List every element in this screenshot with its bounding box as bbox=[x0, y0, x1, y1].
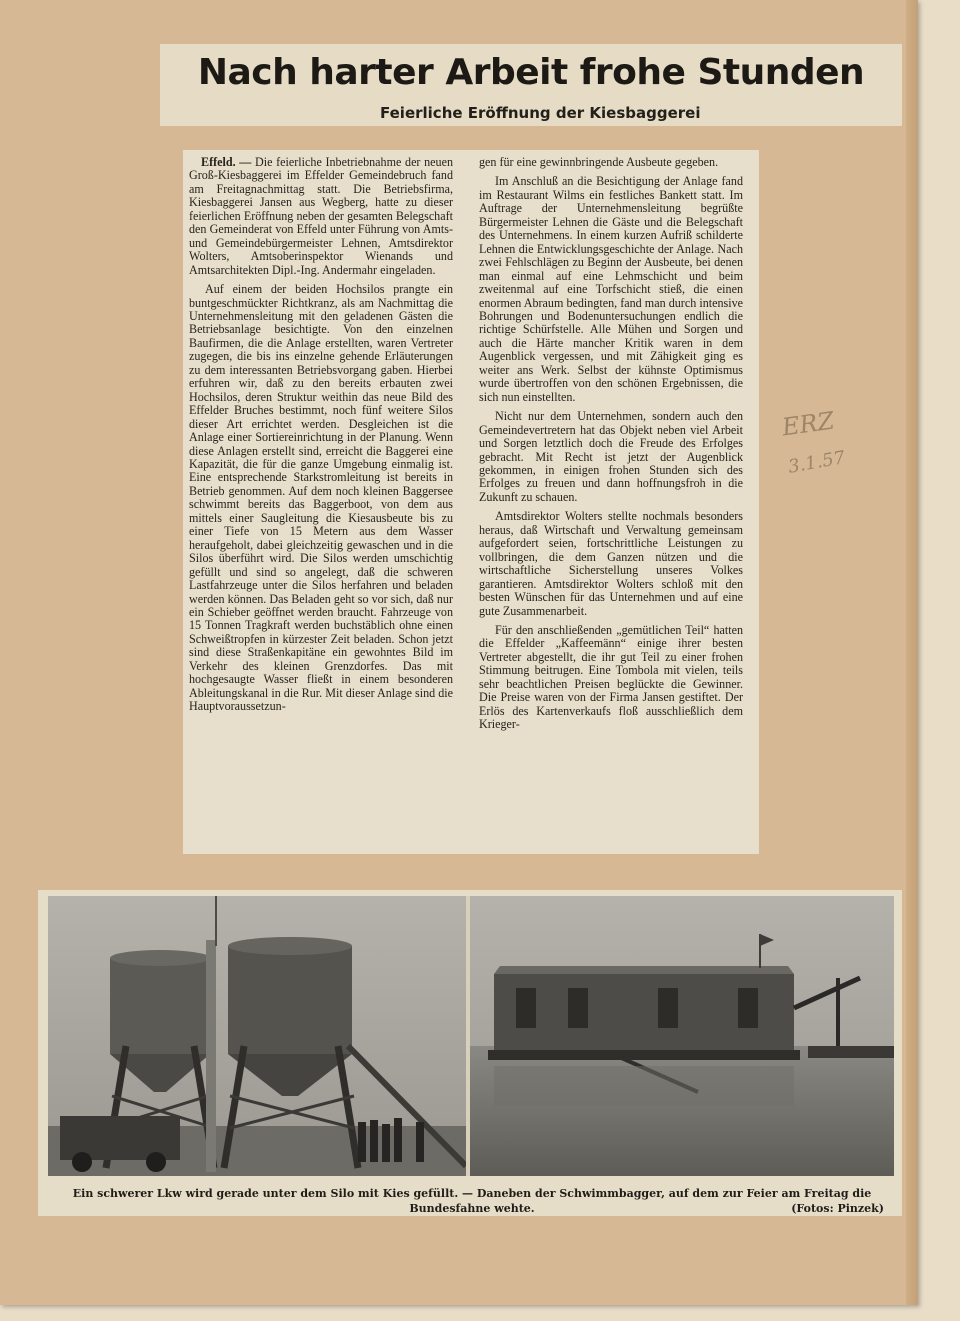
article-paragraph-4: Nicht nur dem Unternehmen, sondern auch den Gemeindevertretern hat das Objekt neben viel Arbeit und Sorgen letztlich doch die Freude des Erfolges gebracht. Mit Recht ist jetzt der Augenblick gekommen, in einigen frohen Stunden sich des Erfolges zu freuen und dann hoffnungsfroh in die Zukunft zu schauen. bbox=[479, 409, 743, 504]
silo-photo bbox=[48, 896, 466, 1176]
article-paragraph-2-continued bbox=[479, 156, 743, 169]
handwritten-note-source: ERZ bbox=[780, 406, 836, 442]
headline-clipping bbox=[160, 44, 902, 126]
article-paragraph-5: Amtsdirektor Wolters stellte nochmals besonders heraus, daß Wirtschaft und Verwaltung gemeinsam aufgefordert seien, fortschrittliche Leistungen zu vollbringen, die dem Ganzen nützen und die wirtschaftliche Sicherstellung unseres Volkes garantieren. Amtsdirektor Wolters schloß mit den besten Wünschen für das Unternehmen und auf eine gute Zusammenarbeit. bbox=[479, 509, 743, 618]
article-paragraph-1-text: Die feierliche Inbetriebnahme der neuen Groß-Kiesbaggerei im Effelder Gemeindebruch fand am Freitagnachmittag statt. Die Betriebsfirma, Kiesbaggerei Jansen aus Wegberg, hatte zu dieser feierlichen Eröffnung neben der gesamten Belegschaft den Gemeinderat von Effeld unter Führung von Amts- und Gemeindebürgermeister Lehnen, Amtsdirektor Wolters, Amtsoberinspektor Wienands und Amtsarchitekten Dipl.-Ing. Andermahr eingeladen. bbox=[189, 155, 453, 277]
photo-credit: (Fotos: Pinzek) bbox=[791, 1202, 884, 1215]
article-paragraph-2 bbox=[189, 283, 453, 714]
photo-clipping bbox=[38, 890, 902, 1216]
article-column-left bbox=[189, 156, 453, 720]
newspaper-photo bbox=[48, 896, 894, 1176]
article-paragraph-3: Im Anschluß an die Besichtigung der Anlage fand im Restaurant Wilms ein festliches Bankett statt. Im Auftrage der Unternehmensleitung begrüßte Bürgermeister Lehnen die Gäste und die Belegschaft des Unternehmens. In einem kurzen Aufriß schilderte Lehnen die Entwicklungsgeschichte der Anlage. Nach zwei Fehlschlägen zu Beginn der Ausbeute, bei denen man einmal auf eine Lehmschicht und beim zweitenmal auf eine Torfschicht stieß, die einen enormen Abraum bedingten, fand man durch intensive Bohrungen und Bodenuntersuchungen endlich die richtige Schürfstelle. Alle Mühen und Sorgen und auch die Härte mancher Kritik waren in dem Augenblick vergessen, und mit Zähigkeit ging es weiter ans Werk. Selbst der kühnste Optimismus wurde übertroffen von den schönen Ergebnissen, die sich nun einstellten. bbox=[479, 174, 743, 404]
photo-illustration bbox=[48, 896, 894, 1176]
headline: Nach harter Arbeit frohe Stunden bbox=[197, 52, 865, 93]
article-paragraph-1 bbox=[189, 156, 453, 277]
dateline: Effeld. — bbox=[201, 155, 252, 169]
article-paragraph-2-part-1: Auf einem der beiden Hochsilos prangte ein buntgeschmückter Richtkranz, als am Nachmittag die Unternehmensleitung mit den geladenen Gästen die Betriebsanlage besichtigte. Von den einzelnen Baufirmen, die die Anlage erstellten, waren Vertreter zugegen, die bis ins einzelne gehende Erläuterungen zu dem interessanten Betriebsvorgang gaben. Hierbei erfuhren wir, daß zu den bereits erbauten zwei Hochsilos, deren Struktur weithin das neue Bild des Effelder Bruches bestimmt, noch fünf weitere Silos dieser Art errichtet werden. Desgleichen ist die Anlage einer Sortiereinrichtung in der Planung. Wenn diese Anlagen erstellt sind, erreicht die Baggerei eine Kapazität, die für die ganze Umgebung einmalig ist. Eine entsprechende Starkstromleitung ist bereits in Betrieb genommen. Auf dem noch kleinen Baggersee schwimmt bereits das Baggerboot, von dem aus mittels einer Saugleitung die Kiesausbeute bis zu einer Tiefe von 15 Metern aus dem Wasser heraufgeholt, dabei gleichzeitig gewaschen und in die Silos überführt wird. Die Silos werden umschichtig gefüllt und sind so angelegt, daß die schweren Lastfahrzeuge unter die Silos herfahren und beladen werden können. Das Beladen geht so vor sich, daß nur ein Schieber geöffnet werden braucht. Fahrzeuge von 15 Tonnen Tragkraft werden buchstäblich ohne einen Schweißtropfen in kürzester Zeit beladen. Schon jetzt sind diese Straßenkapitäne ein gewohntes Bild im Verkehr des kleinen Grenzdorfes. Das mit hochgesaugte Wasser fließt in einem besonderen Ableitungskanal in die Rur. Mit dieser Anlage sind die Hauptvoraussetzun- bbox=[189, 282, 453, 714]
dredger-photo bbox=[470, 896, 894, 1176]
article-paragraph-6: Für den anschließenden „gemütlichen Teil“ hatten die Effelder „Kaffeemänn“ einige ihrer besten Vertreter abgestellt, die ihr gut Teil zu einer frohen Stimmung beitrugen. Eine Tombola mit vielen, teils sehr beachtlichen Preisen beglückte die Gewinner. Die Preise waren von der Firma Jansen gestiftet. Der Erlös des Kartenverkaufs floß ausschließlich dem Krieger- bbox=[479, 622, 743, 732]
handwritten-note-date: 3.1.57 bbox=[786, 447, 847, 478]
article-paragraph-2-part-2: gen für eine gewinnbringende Ausbeute gegeben. bbox=[479, 155, 719, 169]
article-column-right bbox=[479, 156, 743, 738]
article-clipping bbox=[183, 150, 759, 854]
photo-caption: Ein schwerer Lkw wird gerade unter dem Silo mit Kies gefüllt. — Daneben der Schwimmbagger, auf dem zur Feier am Freitag die Bundesfahne wehte. bbox=[72, 1187, 872, 1215]
subheadline: Feierliche Eröffnung der Kiesbaggerei bbox=[380, 104, 701, 122]
